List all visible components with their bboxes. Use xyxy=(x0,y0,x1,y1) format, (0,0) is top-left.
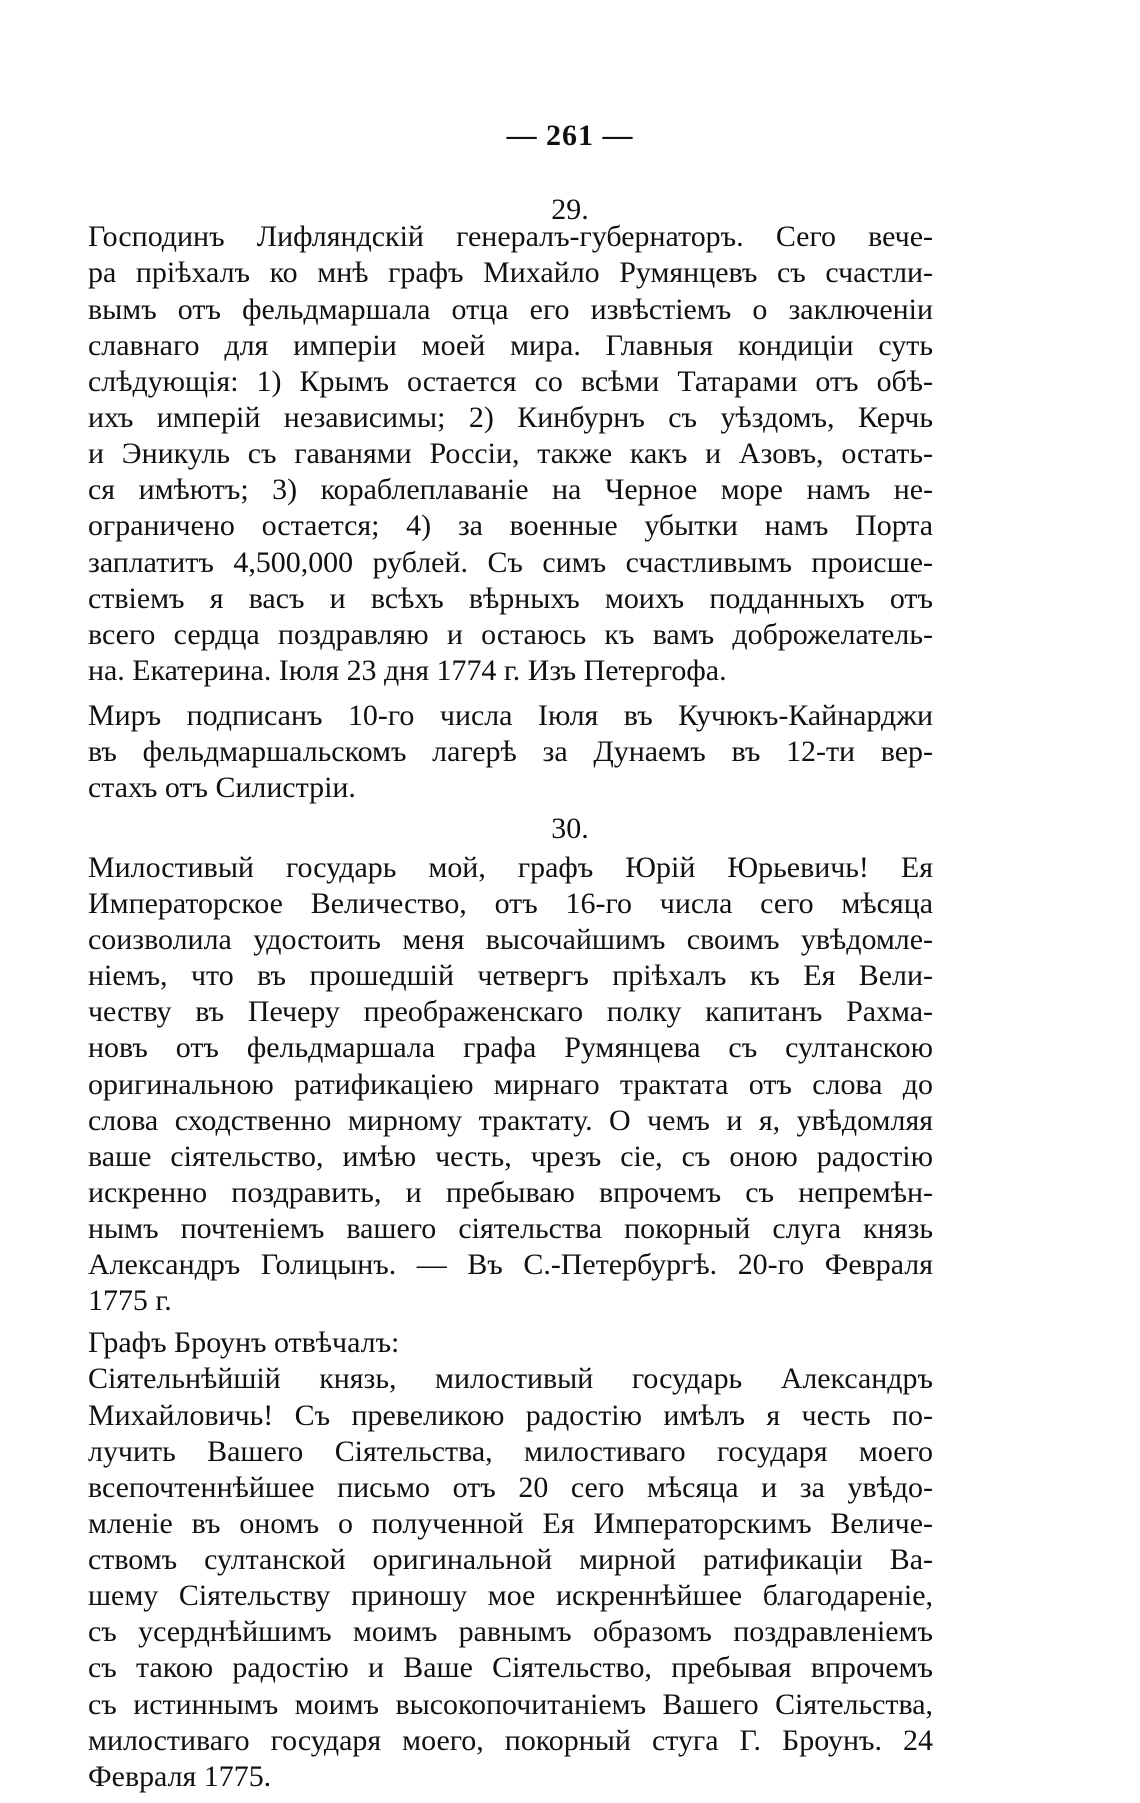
text-line: славнаго для имперіи моей мира. Главныя кондиціи суть xyxy=(88,328,933,362)
text-line: ограничено остается; 4) за военные убытки намъ Порта xyxy=(88,509,933,543)
text-line: Александръ Голицынъ. — Въ С.-Петербургѣ. 20-го Февраля xyxy=(88,1248,933,1282)
text-line: вымъ отъ фельдмаршала отца его извѣстіемъ о заключеніи xyxy=(88,292,933,326)
text-line: слова сходственно мирному трактату. О чемъ и я, увѣдомляя xyxy=(88,1103,933,1137)
reply-line: съ истиннымъ моимъ высокопочитаніемъ Вашего Сіятельства, xyxy=(88,1687,933,1721)
reply-line: Михайловичь! Съ превеликою радостію имѣлъ я честь по- xyxy=(88,1398,933,1432)
section-number: 30. xyxy=(551,811,589,845)
text-line: заплатитъ 4,500,000 рублей. Съ симъ счастливымъ происше- xyxy=(88,545,933,579)
reply-line: Февраля 1775. xyxy=(88,1759,272,1793)
reply-line: съ такою радостію и Ваше Сіятельство, пребывая впрочемъ xyxy=(88,1651,933,1685)
text-line: 1775 г. xyxy=(88,1284,172,1318)
note-line: въ фельдмаршальскомъ лагерѣ за Дунаемъ въ 12-ти вер- xyxy=(88,734,933,768)
text-line: новъ отъ фельдмаршала графа Румянцева съ султанскою xyxy=(88,1031,933,1065)
text-line: нымъ почтеніемъ вашего сіятельства покорный слуга князь xyxy=(88,1212,933,1246)
text-line: на. Екатерина. Іюля 23 дня 1774 г. Изъ Петергофа. xyxy=(88,653,727,687)
text-line: слѣдующія: 1) Крымъ остается со всѣми Татарами отъ обѣ- xyxy=(88,364,933,398)
text-line: ваше сіятельство, имѣю честь, чрезъ сіе, съ оною радостію xyxy=(88,1139,933,1173)
reply-line: ствомъ султанской оригинальной мирной ратификаціи Ва- xyxy=(88,1543,933,1577)
text-line: искренно поздравить, и пребываю впрочемъ съ непремѣн- xyxy=(88,1176,933,1209)
text-line: честву въ Печеру преображенскаго полку капитанъ Рахма- xyxy=(88,995,933,1029)
reply-line: съ усерднѣйшимъ моимъ равнымъ образомъ поздравленіемъ xyxy=(88,1615,933,1649)
text-line: оригинальною ратификаціею мирнаго трактата отъ слова до xyxy=(88,1067,933,1101)
text-line: и Эникуль съ гаванями Россіи, также какъ и Азовъ, остать- xyxy=(88,437,933,471)
reply-line: всепочтеннѣйшее письмо отъ 20 сего мѣсяца и за увѣдо- xyxy=(88,1470,933,1504)
text-line: всего сердца поздравляю и остаюсь къ вамъ доброжелатель- xyxy=(88,617,933,651)
text-line: соизволила удостоить меня высочайшимъ своимъ увѣдомле- xyxy=(88,923,933,957)
text-line: ра пріѣхалъ ко мнѣ графъ Михайло Румянцевъ съ счастли- xyxy=(88,256,933,290)
reply-line: милостиваго государя моего, покорный стуга Г. Броунъ. 24 xyxy=(88,1723,933,1757)
reply-line: Сіятельнѣйшій князь, милостивый государь Александръ xyxy=(88,1362,933,1396)
page-number: — 261 — xyxy=(506,118,634,152)
reply-line: мленіе въ ономъ о полученной Ея Императорскимъ Величе- xyxy=(88,1506,933,1540)
text-line: Императорское Величество, отъ 16-го числа сего мѣсяца xyxy=(88,886,933,920)
text-line: Господинъ Лифляндскій генералъ-губернаторъ. Сего вече- xyxy=(88,220,933,254)
note-line: Миръ подписанъ 10-го числа Іюля въ Кучюкъ-Кайнарджи xyxy=(88,698,933,732)
text-line: ніемъ, что въ прошедшій четвергъ пріѣхалъ къ Ея Вели- xyxy=(88,959,933,993)
note-line: стахъ отъ Силистріи. xyxy=(88,770,356,804)
reply-intro: Графъ Броунъ отвѣчалъ: xyxy=(88,1326,400,1360)
text-line: ся имѣютъ; 3) кораблеплаваніе на Черное море намъ не- xyxy=(88,473,933,507)
text-line: ихъ имперій независимы; 2) Кинбурнъ съ уѣздомъ, Керчь xyxy=(88,401,933,435)
section-number: 29. xyxy=(551,192,589,226)
reply-line: лучить Вашего Сіятельства, милостиваго государя моего xyxy=(88,1434,933,1468)
text-line: Милостивый государь мой, графъ Юрій Юрьевичь! Ея xyxy=(88,850,933,884)
text-line: ствіемъ я васъ и всѣхъ вѣрныхъ моихъ подданныхъ отъ xyxy=(88,581,933,615)
reply-line: шему Сіятельству приношу мое искреннѣйшее благодареніе, xyxy=(88,1579,933,1613)
